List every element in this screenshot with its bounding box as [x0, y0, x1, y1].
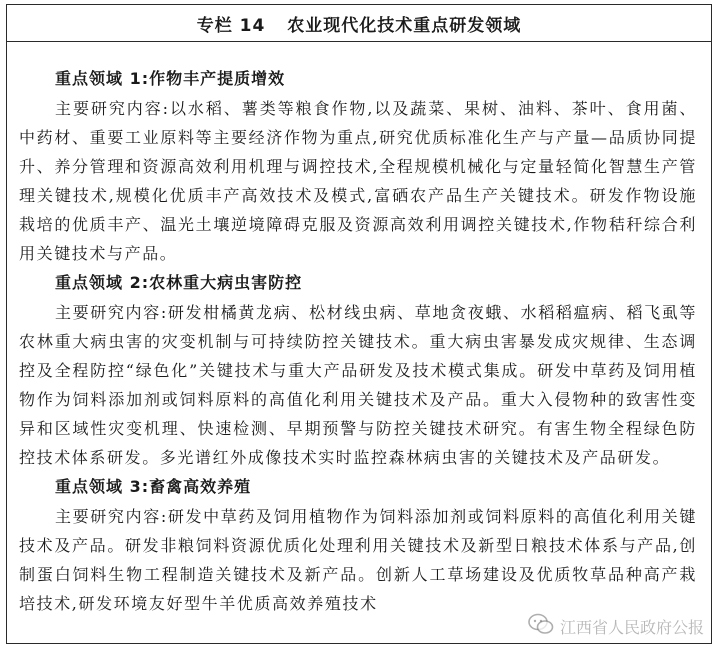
- column-label: 专栏 14: [196, 15, 266, 36]
- section-body: 主要研究内容:研发中草药及饲用植物作为饲料添加剂或饲料原料的高值化利用关键技术及产品。研发非粮饲料资源优质化处理利用关键技术及新型日粮技术体系与产品,创制蛋白饲料生物工程制造关键技术及新产品。创新人工草场建设及优质牧草品种高产栽培技术,研发环境友好型牛羊优质高效养殖技术: [19, 507, 697, 613]
- section: [19, 268, 697, 472]
- section-title: 重点领域 3:畜禽高效养殖: [55, 477, 252, 496]
- box-title: 农业现代化技术重点研发领域: [287, 15, 522, 36]
- document-box: [6, 4, 712, 644]
- watermark-text: 江西省人民政府公报: [559, 617, 704, 637]
- box-content: [7, 42, 711, 618]
- section: [19, 472, 697, 618]
- section: [19, 64, 697, 268]
- section-title: 重点领域 2:农林重大病虫害防控: [55, 273, 303, 292]
- section-body: 主要研究内容:以水稻、薯类等粮食作物,以及蔬菜、果树、油料、茶叶、食用菌、中药材、重要工业原料等主要经济作物为重点,研究优质标准化生产与产量—品质协同提升、养分管理和资源高效利用机理与调控技术,全程规模机械化与定量轻简化智慧生产管理关键技术,规模化优质丰产高效技术及模式,富硒农产品生产关键技术。研发作物设施栽培的优质丰产、温光土壤逆境障碍克服及资源高效利用调控关键技术,作物秸秆综合利用关键技术与产品。: [19, 99, 697, 263]
- section-body: 主要研究内容:研发柑橘黄龙病、松材线虫病、草地贪夜蛾、水稻稻瘟病、稻飞虱等农林重大病虫害的灾变机制与可持续防控关键技术。重大病虫害暴发成灾规律、生态调控及全程防控“绿色化”关键技术与重大产品研发及技术模式集成。研发中草药及饲用植物作为饲料添加剂或饲料原料的高值化利用关键技术及产品。重大入侵物种的致害性变异和区域性灾变机理、快速检测、早期预警与防控关键技术研究。有害生物全程绿色防控技术体系研发。多光谱红外成像技术实时监控森林病虫害的关键技术及产品研发。: [19, 303, 697, 467]
- section-title: 重点领域 1:作物丰产提质增效: [55, 69, 286, 88]
- box-header: [7, 5, 711, 42]
